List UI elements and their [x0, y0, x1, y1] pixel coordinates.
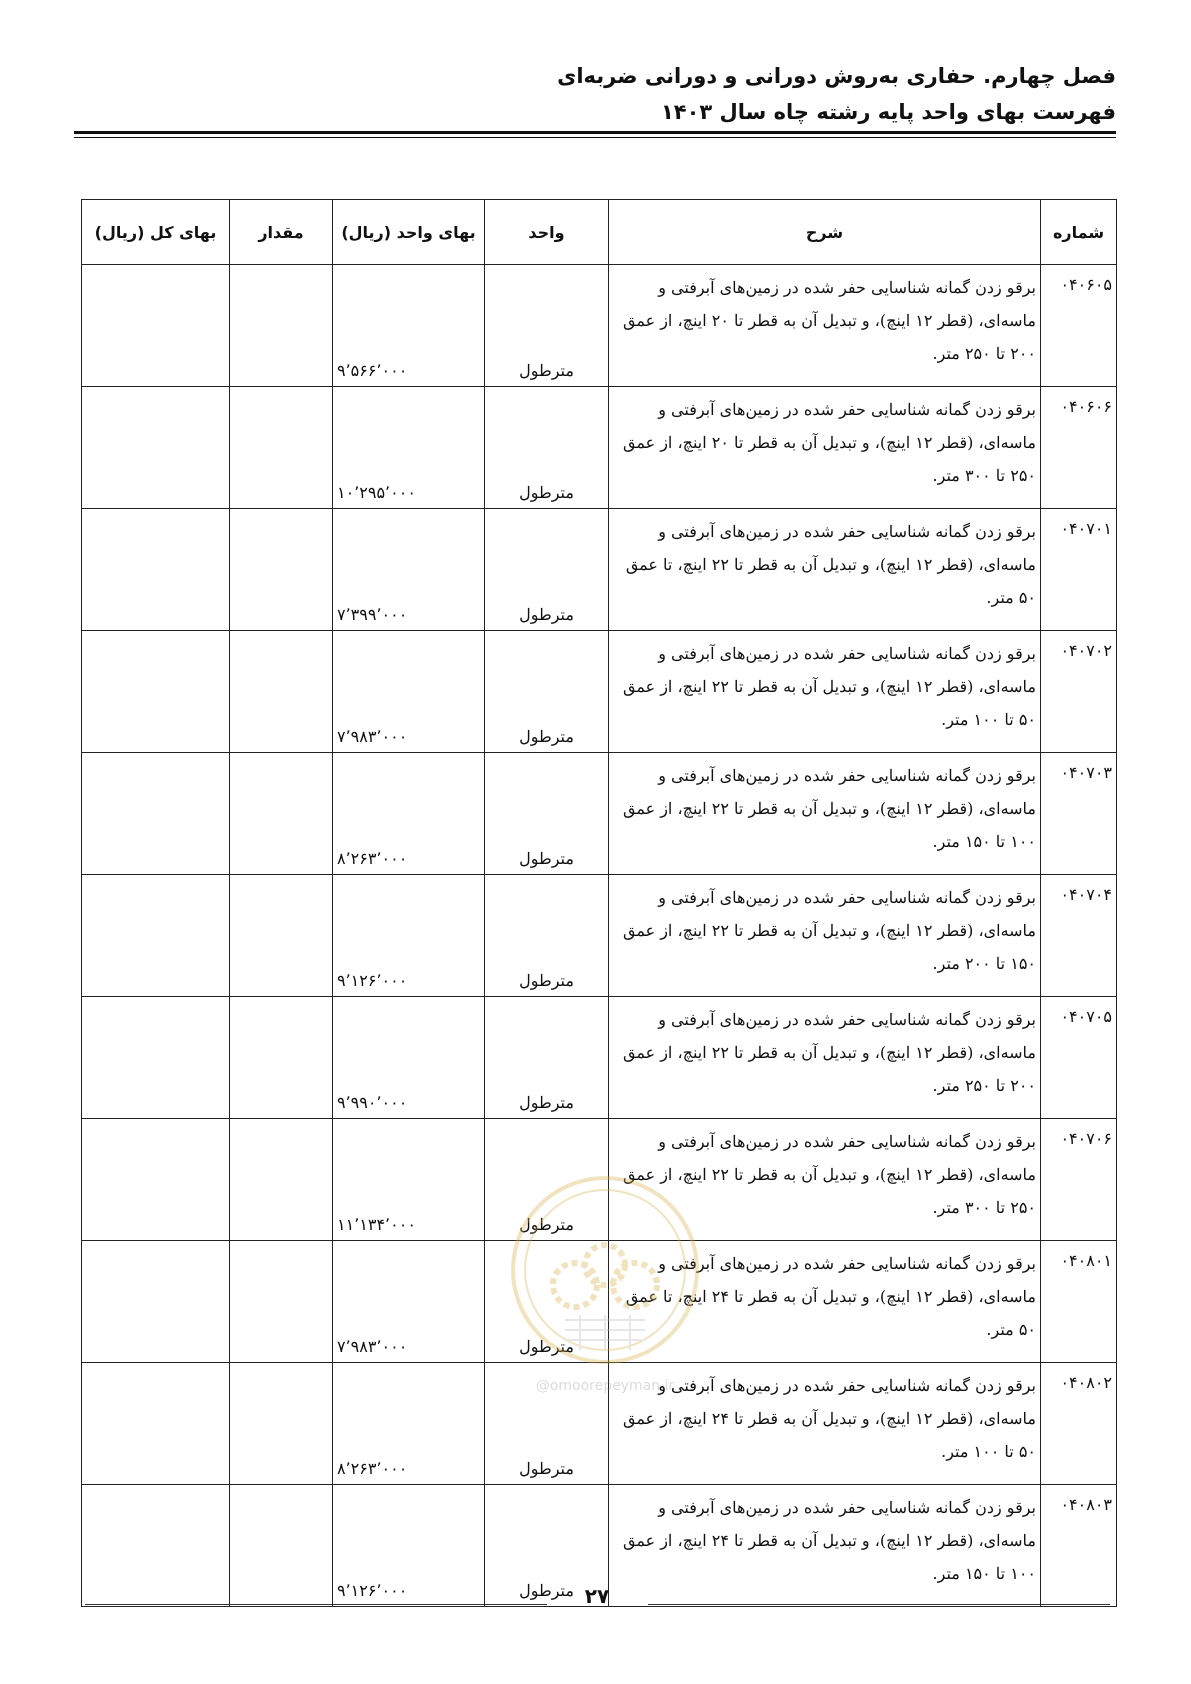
item-code: ۰۴۰۷۰۱	[1041, 509, 1117, 631]
page-header	[76, 58, 1116, 130]
item-total-price	[82, 997, 230, 1119]
item-description: برقو زدن گمانه شناسایی حفر شده در زمین‌های آبرفتی و ماسه‌ای، (قطر ۱۲ اینچ)، و تبدیل آن به قطر تا ۲۲ اینچ، از عمق ۲۵۰ تا ۳۰۰ متر.	[609, 1119, 1041, 1241]
item-unit: مترطول	[485, 1119, 609, 1241]
item-description: برقو زدن گمانه شناسایی حفر شده در زمین‌های آبرفتی و ماسه‌ای، (قطر ۱۲ اینچ)، و تبدیل آن به قطر تا ۲۲ اینچ، تا عمق ۵۰ متر.	[609, 509, 1041, 631]
item-unit: مترطول	[485, 1363, 609, 1485]
table-row	[82, 1119, 1117, 1241]
column-header-unit: واحد	[485, 200, 609, 265]
item-description: برقو زدن گمانه شناسایی حفر شده در زمین‌های آبرفتی و ماسه‌ای، (قطر ۱۲ اینچ)، و تبدیل آن به قطر تا ۲۴ اینچ، تا عمق ۵۰ متر.	[609, 1241, 1041, 1363]
table-row	[82, 753, 1117, 875]
list-title: فهرست بهای واحد پایه رشته چاه سال ۱۴۰۳	[660, 100, 1116, 124]
item-code: ۰۴۰۶۰۶	[1041, 387, 1117, 509]
item-quantity	[230, 1363, 333, 1485]
item-total-price	[82, 753, 230, 875]
item-quantity	[230, 875, 333, 997]
item-code: ۰۴۰۸۰۳	[1041, 1485, 1117, 1607]
item-code: ۰۴۰۷۰۶	[1041, 1119, 1117, 1241]
item-description: برقو زدن گمانه شناسایی حفر شده در زمین‌های آبرفتی و ماسه‌ای، (قطر ۱۲ اینچ)، و تبدیل آن به قطر تا ۲۰ اینچ، از عمق ۲۰۰ تا ۲۵۰ متر.	[609, 265, 1041, 387]
item-code: ۰۴۰۸۰۱	[1041, 1241, 1117, 1363]
item-quantity	[230, 1241, 333, 1363]
column-header-total-price: بهای کل (ریال)	[82, 200, 230, 265]
watermark-text: @omoorepeyman.ir	[535, 1378, 675, 1394]
item-total-price	[82, 631, 230, 753]
item-unit-price: ۷٬۹۸۳٬۰۰۰	[333, 1241, 485, 1363]
price-table	[81, 199, 1117, 1607]
column-header-unit-price: بهای واحد (ریال)	[333, 200, 485, 265]
item-description: برقو زدن گمانه شناسایی حفر شده در زمین‌های آبرفتی و ماسه‌ای، (قطر ۱۲ اینچ)، و تبدیل آن به قطر تا ۲۲ اینچ، از عمق ۲۰۰ تا ۲۵۰ متر.	[609, 997, 1041, 1119]
item-unit: مترطول	[485, 1241, 609, 1363]
item-description: برقو زدن گمانه شناسایی حفر شده در زمین‌های آبرفتی و ماسه‌ای، (قطر ۱۲ اینچ)، و تبدیل آن به قطر تا ۲۴ اینچ، از عمق ۱۰۰ تا ۱۵۰ متر.	[609, 1485, 1041, 1607]
item-code: ۰۴۰۸۰۲	[1041, 1363, 1117, 1485]
column-header-number: شماره	[1041, 200, 1117, 265]
table-row	[82, 997, 1117, 1119]
item-unit: مترطول	[485, 265, 609, 387]
item-total-price	[82, 875, 230, 997]
item-description: برقو زدن گمانه شناسایی حفر شده در زمین‌های آبرفتی و ماسه‌ای، (قطر ۱۲ اینچ)، و تبدیل آن به قطر تا ۲۲ اینچ، از عمق ۱۵۰ تا ۲۰۰ متر.	[609, 875, 1041, 997]
page-number: ۲۷	[584, 1584, 610, 1608]
item-unit-price: ۹٬۵۶۶٬۰۰۰	[333, 265, 485, 387]
item-unit: مترطول	[485, 997, 609, 1119]
item-unit: مترطول	[485, 387, 609, 509]
header-rule-thick	[74, 131, 1116, 134]
item-total-price	[82, 265, 230, 387]
item-total-price	[82, 1485, 230, 1607]
item-code: ۰۴۰۷۰۴	[1041, 875, 1117, 997]
item-total-price	[82, 387, 230, 509]
table-row	[82, 265, 1117, 387]
item-unit-price: ۷٬۳۹۹٬۰۰۰	[333, 509, 485, 631]
footer-rule-right	[648, 1604, 1110, 1605]
item-code: ۰۴۰۷۰۵	[1041, 997, 1117, 1119]
item-description: برقو زدن گمانه شناسایی حفر شده در زمین‌های آبرفتی و ماسه‌ای، (قطر ۱۲ اینچ)، و تبدیل آن به قطر تا ۲۰ اینچ، از عمق ۲۵۰ تا ۳۰۰ متر.	[609, 387, 1041, 509]
item-quantity	[230, 1485, 333, 1607]
table-row	[82, 875, 1117, 997]
item-quantity	[230, 265, 333, 387]
item-unit: مترطول	[485, 753, 609, 875]
item-unit-price: ۸٬۲۶۳٬۰۰۰	[333, 1363, 485, 1485]
item-total-price	[82, 1119, 230, 1241]
item-unit-price: ۹٬۱۲۶٬۰۰۰	[333, 875, 485, 997]
item-unit: مترطول	[485, 875, 609, 997]
table-row	[82, 631, 1117, 753]
item-quantity	[230, 1119, 333, 1241]
item-total-price	[82, 1241, 230, 1363]
item-quantity	[230, 631, 333, 753]
item-description: برقو زدن گمانه شناسایی حفر شده در زمین‌های آبرفتی و ماسه‌ای، (قطر ۱۲ اینچ)، و تبدیل آن به قطر تا ۲۲ اینچ، از عمق ۵۰ تا ۱۰۰ متر.	[609, 631, 1041, 753]
header-rule-thin	[74, 137, 1116, 138]
table-row	[82, 1363, 1117, 1485]
item-unit-price: ۹٬۱۲۶٬۰۰۰	[333, 1485, 485, 1607]
column-header-quantity: مقدار	[230, 200, 333, 265]
item-description: برقو زدن گمانه شناسایی حفر شده در زمین‌های آبرفتی و ماسه‌ای، (قطر ۱۲ اینچ)، و تبدیل آن به قطر تا ۲۲ اینچ، از عمق ۱۰۰ تا ۱۵۰ متر.	[609, 753, 1041, 875]
item-unit-price: ۸٬۲۶۳٬۰۰۰	[333, 753, 485, 875]
item-total-price	[82, 1363, 230, 1485]
table-row	[82, 509, 1117, 631]
item-code: ۰۴۰۷۰۲	[1041, 631, 1117, 753]
item-unit-price: ۷٬۹۸۳٬۰۰۰	[333, 631, 485, 753]
table-header-row	[82, 200, 1117, 265]
item-code: ۰۴۰۶۰۵	[1041, 265, 1117, 387]
column-header-description: شرح	[609, 200, 1041, 265]
item-unit-price: ۱۱٬۱۳۴٬۰۰۰	[333, 1119, 485, 1241]
item-unit-price: ۱۰٬۲۹۵٬۰۰۰	[333, 387, 485, 509]
item-description: برقو زدن گمانه شناسایی حفر شده در زمین‌های آبرفتی و ماسه‌ای، (قطر ۱۲ اینچ)، و تبدیل آن به قطر تا ۲۴ اینچ، از عمق ۵۰ تا ۱۰۰ متر.	[609, 1363, 1041, 1485]
footer-rule-left	[85, 1604, 547, 1605]
table-row	[82, 1241, 1117, 1363]
item-unit-price: ۹٬۹۹۰٬۰۰۰	[333, 997, 485, 1119]
item-quantity	[230, 509, 333, 631]
table-row	[82, 387, 1117, 509]
item-quantity	[230, 997, 333, 1119]
item-code: ۰۴۰۷۰۳	[1041, 753, 1117, 875]
item-unit: مترطول	[485, 1485, 609, 1607]
item-total-price	[82, 509, 230, 631]
item-unit: مترطول	[485, 509, 609, 631]
chapter-title: فصل چهارم. حفاری به‌روش دورانی و دورانی ضربه‌ای	[557, 64, 1116, 88]
item-unit: مترطول	[485, 631, 609, 753]
item-quantity	[230, 753, 333, 875]
item-quantity	[230, 387, 333, 509]
